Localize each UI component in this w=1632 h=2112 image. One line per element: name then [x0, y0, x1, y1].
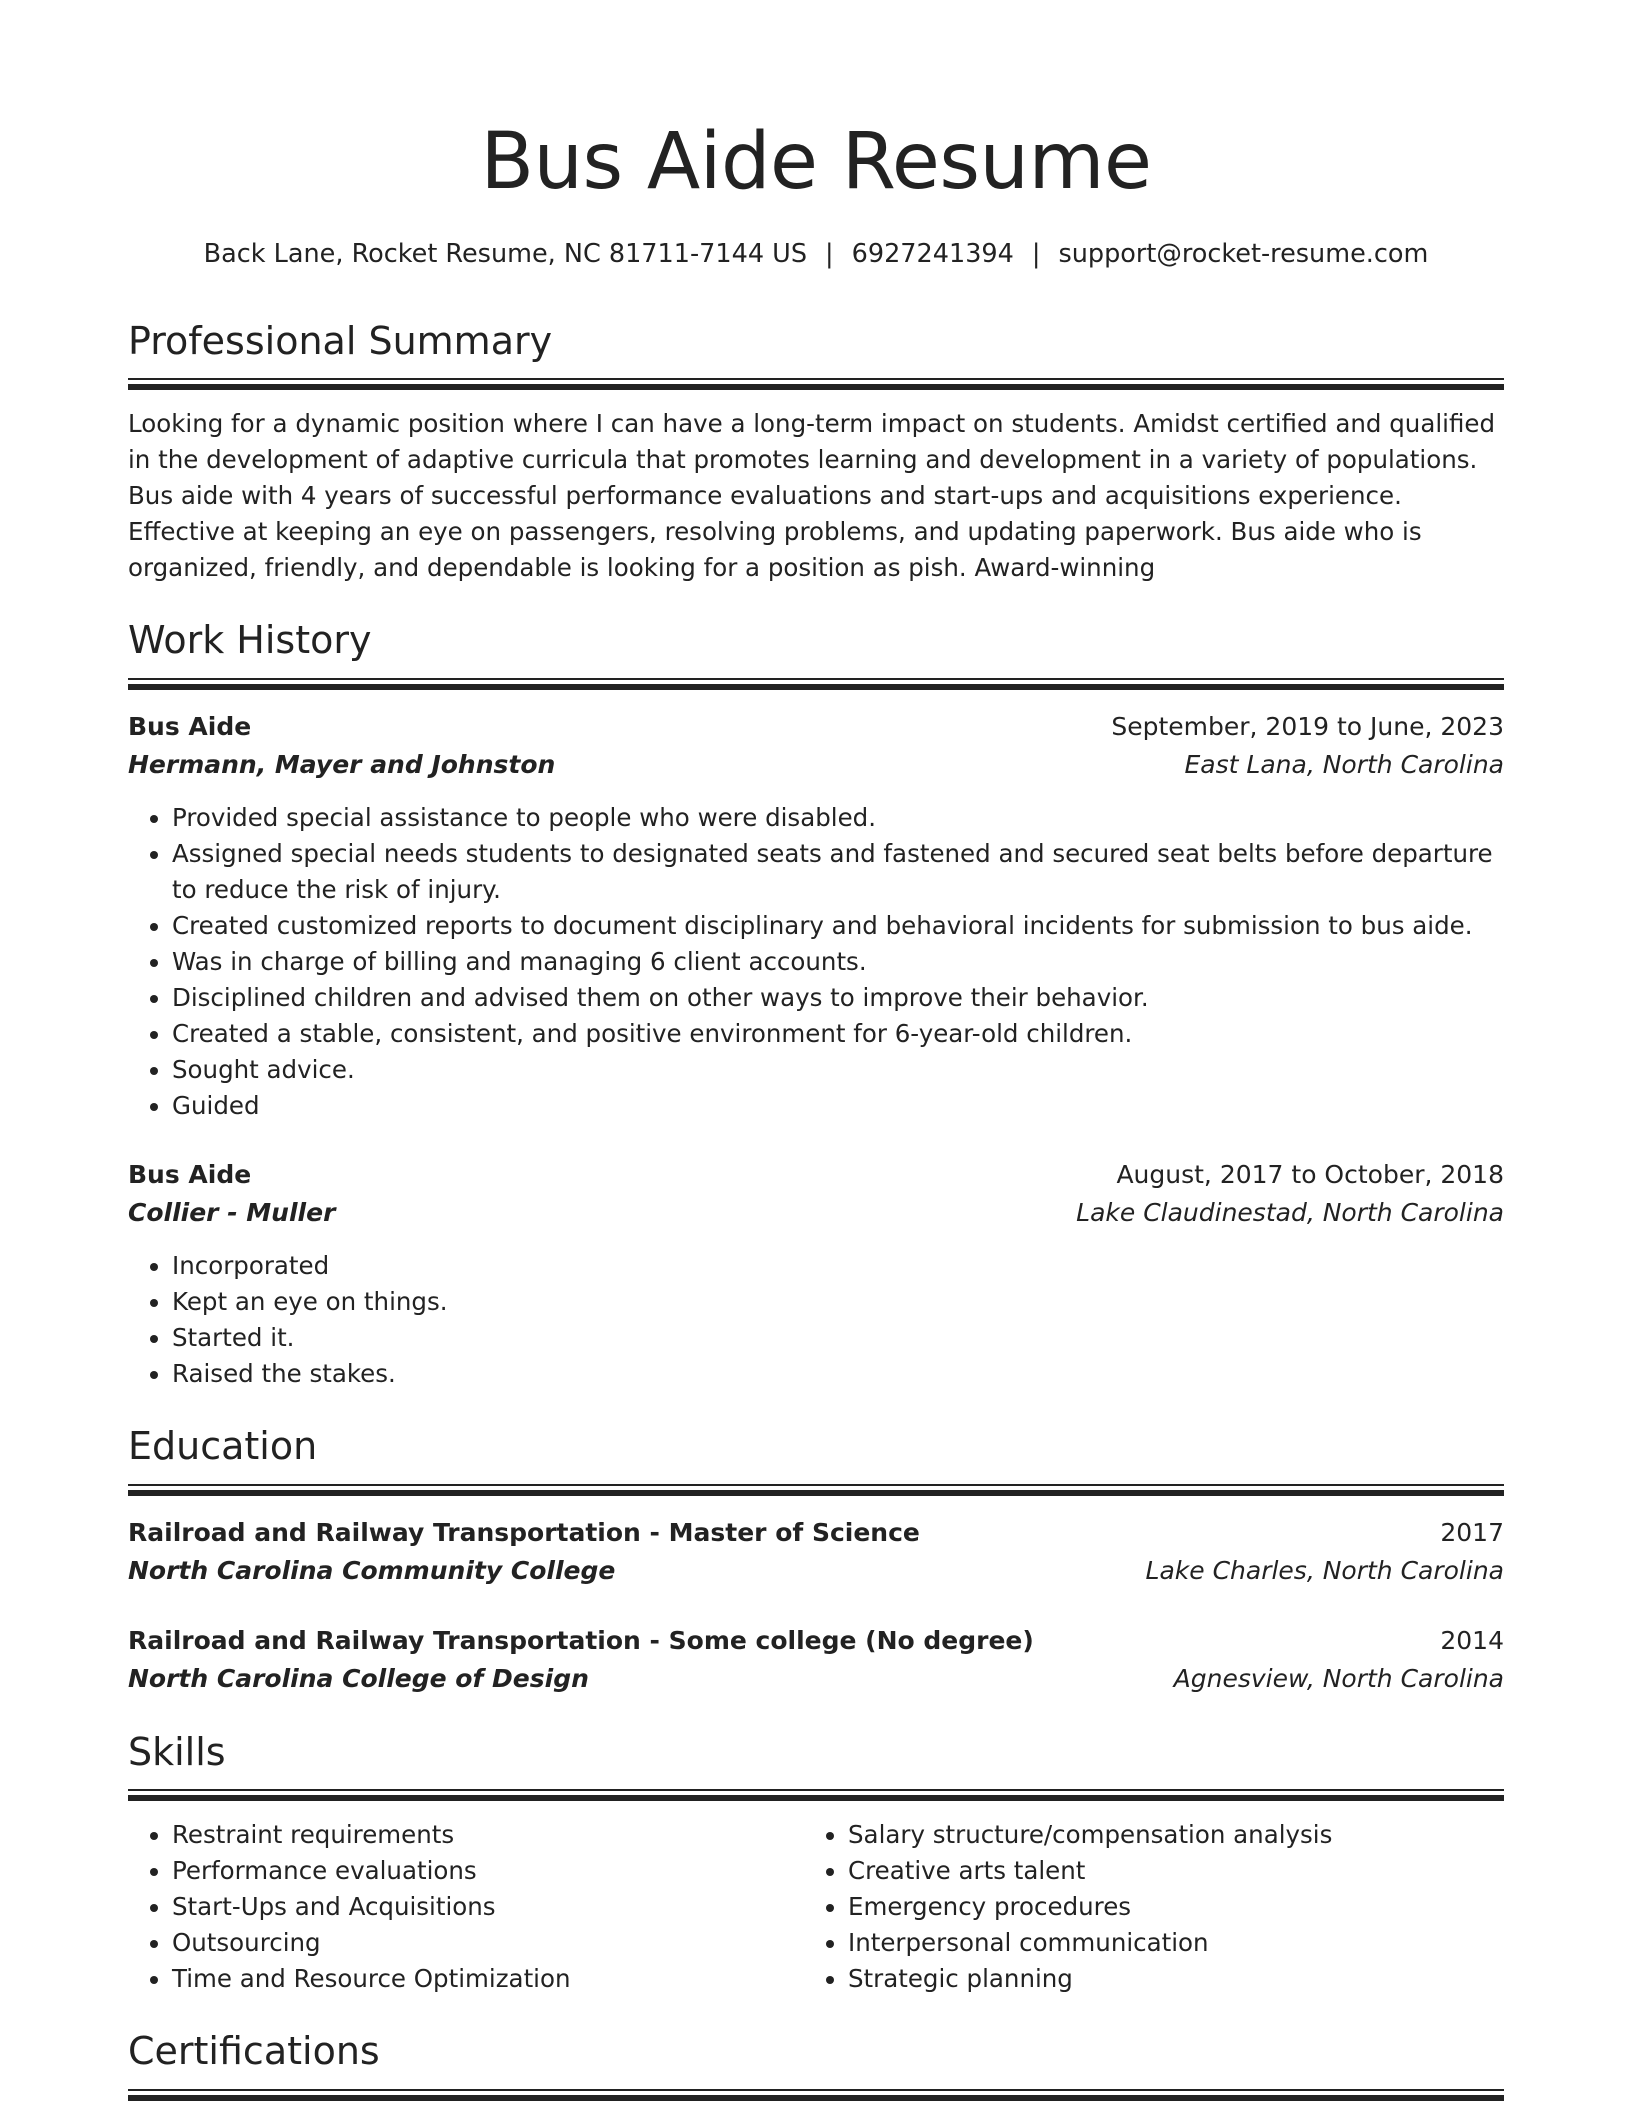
- list-item: • Outsourcing: [172, 1925, 804, 1961]
- section-divider: [128, 1484, 1504, 1496]
- school-name: North Carolina College of Design: [128, 1663, 589, 1693]
- contact-email: support@rocket-resume.com: [1058, 238, 1429, 269]
- degree-name: Railroad and Railway Transportation - Some college (No degree): [128, 1625, 1034, 1655]
- list-item: • Assigned special needs students to designated seats and fastened and secured seat belts before departure to reduce the risk of injury.: [172, 836, 1504, 908]
- list-item: • Created a stable, consistent, and positive environment for 6-year-old children.: [172, 1016, 1504, 1052]
- skills-list-right: [804, 1817, 1480, 1997]
- summary-text: Looking for a dynamic position where I can have a long-term impact on students. Amidst certified and qualified in the development of adaptive curricula that promotes learning and development in a variety of populations. Bus aide with 4 years of successful performance evaluations and start-ups and acquisitions experience. Effective at keeping an eye on passengers, resolving problems, and updating paperwork. Bus aide who is organized, friendly, and dependable is looking for a position as pish. Award-winning: [128, 409, 1495, 583]
- education-header-row: [128, 1622, 1504, 1660]
- job-location: East Lana, North Carolina: [1184, 750, 1504, 780]
- list-item: • Start-Ups and Acquisitions: [172, 1889, 804, 1925]
- list-item: • Sought advice.: [172, 1052, 1504, 1088]
- education-entry: [128, 1622, 1504, 1698]
- job-entry: [128, 708, 1504, 1124]
- school-name: North Carolina Community College: [128, 1555, 616, 1585]
- list-item: • Performance evaluations: [172, 1853, 804, 1889]
- section-divider: [128, 2089, 1504, 2101]
- section-divider: [128, 1789, 1504, 1801]
- list-item: • Provided special assistance to people who were disabled.: [172, 800, 1504, 836]
- education-header-row: [128, 1514, 1504, 1552]
- list-item: • Disciplined children and advised them on other ways to improve their behavior.: [172, 980, 1504, 1016]
- skills-list-left: [128, 1817, 804, 1997]
- section-heading: Skills: [128, 1729, 226, 1774]
- job-title: Bus Aide: [128, 712, 252, 742]
- job-employer-row: [128, 1194, 1504, 1232]
- contact-line: [128, 238, 1504, 271]
- list-item: • Started it.: [172, 1320, 1504, 1356]
- work-history-section: [128, 618, 1504, 1392]
- resume-title: Bus Aide Resume: [480, 117, 1152, 207]
- job-location: Lake Claudinestad, North Carolina: [1076, 1198, 1504, 1228]
- education-section: [128, 1424, 1504, 1698]
- list-item: • Raised the stakes.: [172, 1356, 1504, 1392]
- list-item: • Guided: [172, 1088, 1504, 1124]
- section-divider: [128, 678, 1504, 690]
- summary-section: [128, 319, 1504, 587]
- graduation-year: 2017: [1440, 1517, 1504, 1547]
- list-item: • Creative arts talent: [848, 1853, 1480, 1889]
- job-duties-list: [128, 1248, 1504, 1392]
- education-school-row: [128, 1660, 1504, 1698]
- school-location: Lake Charles, North Carolina: [1145, 1555, 1504, 1585]
- list-item: • Time and Resource Optimization: [172, 1961, 804, 1997]
- list-item: • Incorporated: [172, 1248, 1504, 1284]
- section-heading: Professional Summary: [128, 318, 553, 363]
- job-header-row: [128, 1156, 1504, 1194]
- list-item: • Was in charge of billing and managing 6 client accounts.: [172, 944, 1504, 980]
- degree-name: Railroad and Railway Transportation - Master of Science: [128, 1517, 920, 1547]
- school-location: Agnesview, North Carolina: [1173, 1663, 1504, 1693]
- skills-section: [128, 1730, 1504, 1998]
- list-item: • Emergency procedures: [848, 1889, 1480, 1925]
- education-school-row: [128, 1552, 1504, 1590]
- job-duties-list: [128, 800, 1504, 1124]
- job-entry: [128, 1156, 1504, 1392]
- job-dates: September, 2019 to June, 2023: [1111, 712, 1504, 742]
- list-item: • Restraint requirements: [172, 1817, 804, 1853]
- section-heading: Education: [128, 1424, 318, 1469]
- certifications-section: [128, 2029, 1504, 2101]
- section-divider: [128, 378, 1504, 390]
- list-item: • Interpersonal communication: [848, 1925, 1480, 1961]
- skills-columns: [128, 1817, 1504, 1997]
- contact-separator: |: [825, 238, 834, 269]
- contact-separator: |: [1031, 238, 1041, 269]
- contact-phone: 6927241394: [851, 238, 1014, 269]
- job-employer-row: [128, 746, 1504, 784]
- section-heading: Certifications: [128, 2029, 380, 2074]
- job-dates: August, 2017 to October, 2018: [1116, 1160, 1504, 1190]
- contact-address: Back Lane, Rocket Resume, NC 81711-7144 US: [203, 238, 808, 269]
- list-item: • Salary structure/compensation analysis: [848, 1817, 1480, 1853]
- section-heading: Work History: [128, 618, 372, 663]
- job-header-row: [128, 708, 1504, 746]
- education-entry: [128, 1514, 1504, 1590]
- job-employer: Collier - Muller: [128, 1198, 336, 1228]
- list-item: • Created customized reports to document disciplinary and behavioral incidents for submission to bus aide.: [172, 908, 1504, 944]
- list-item: • Kept an eye on things.: [172, 1284, 1504, 1320]
- job-employer: Hermann, Mayer and Johnston: [128, 750, 556, 780]
- graduation-year: 2014: [1440, 1625, 1504, 1655]
- list-item: • Strategic planning: [848, 1961, 1480, 1997]
- job-title: Bus Aide: [128, 1160, 252, 1190]
